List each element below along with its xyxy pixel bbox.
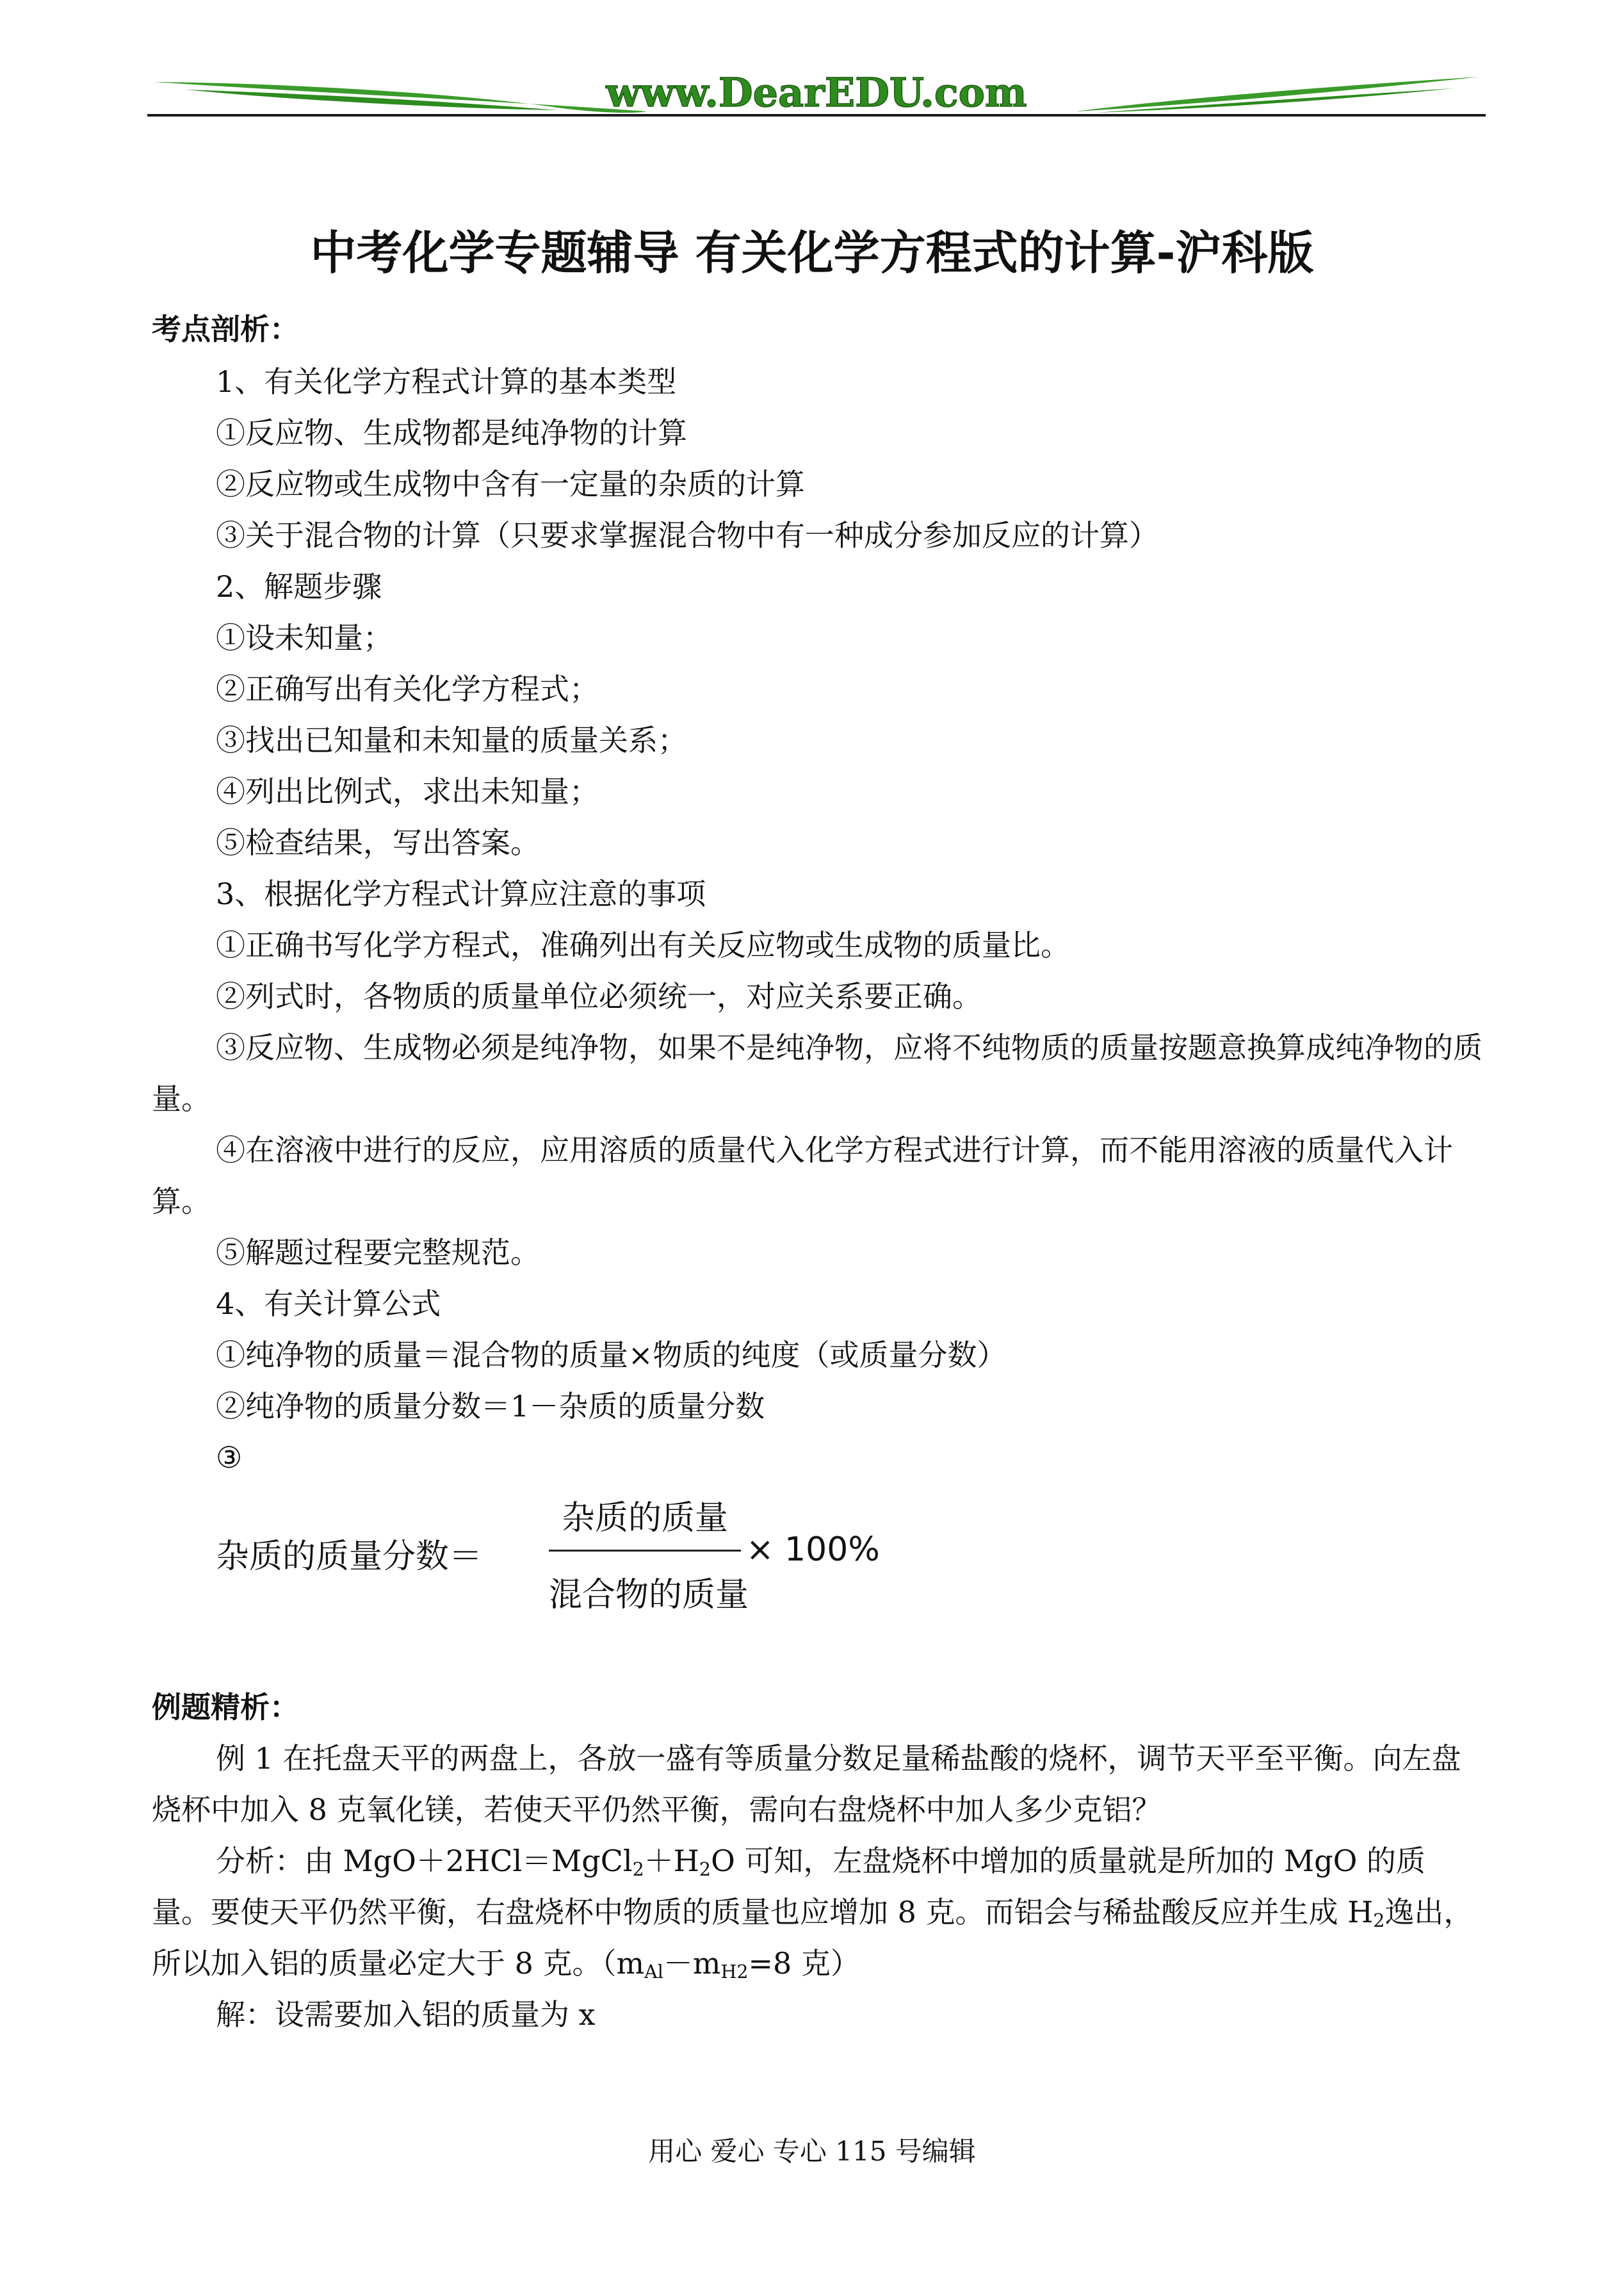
- formula-denominator: 混合物的质量: [549, 1576, 749, 1614]
- formula-numerator: 杂质的质量: [561, 1499, 728, 1537]
- subscript: 2: [699, 1859, 711, 1881]
- section-heading-analysis: 考点剖析：: [152, 312, 299, 346]
- text-line: ①纯净物的质量＝混合物的质量×物质的纯度（或质量分数）: [216, 1338, 1007, 1372]
- page-title: 中考化学专题辅导 有关化学方程式的计算-沪科版: [310, 226, 1314, 280]
- site-banner: [147, 64, 1486, 128]
- paragraph-note-4: ④在溶液中进行的反应，应用溶质的质量代入化学方程式进行计算，而不能用溶液的质量代入计算。: [152, 1133, 1453, 1219]
- example-1-solution: 解：设需要加入铝的质量为 x: [216, 1997, 596, 2032]
- subscript: 2: [632, 1859, 644, 1881]
- text-line: 3、根据化学方程式计算应注意的事项: [216, 877, 706, 911]
- analysis-text: 逸出，所以加入铝的质量必定大于 8 克。（m: [152, 1895, 1474, 1981]
- subscript: 2: [1373, 1910, 1385, 1932]
- text-line: ③关于混合物的计算（只要求掌握混合物中有一种成分参加反应的计算）: [216, 518, 1158, 553]
- page-footer: 用心 爱心 专心 115 号编辑: [648, 2136, 976, 2167]
- text-line: ⑤解题过程要完整规范。: [216, 1235, 540, 1270]
- text-line: ②正确写出有关化学方程式；: [216, 672, 599, 706]
- text-line: 2、解题步骤: [216, 569, 382, 604]
- example-1-text: 例 1 在托盘天平的两盘上，各放一盛有等质量分数足量稀盐酸的烧杯，调节天平至平衡。向左盘烧杯中加入 8 克氧化镁，若使天平仍然平衡，需向右盘烧杯中加人多少克铝？: [152, 1741, 1461, 1827]
- text-line: ①反应物、生成物都是纯净物的计算: [216, 416, 687, 450]
- text-line: ①设未知量；: [216, 620, 393, 655]
- impurity-fraction-formula: [216, 1486, 920, 1614]
- analysis-text: O 可知，左盘烧杯中增加的质量就是所加的 MgO 的质量。要使天平仍然平衡，右盘烧杯中物质的质量也应增加 8 克。而铝会与稀盐酸反应并生成 H: [152, 1844, 1425, 1929]
- section-heading-examples: 例题精析：: [152, 1690, 299, 1724]
- banner-swoosh-graphic: [147, 64, 1486, 128]
- analysis-text: ＋H: [644, 1844, 699, 1878]
- text-line: ③找出已知量和未知量的质量关系；: [216, 723, 687, 758]
- site-logo-text: www.DearEDU.com: [606, 69, 1027, 116]
- text-line: 1、有关化学方程式计算的基本类型: [216, 364, 677, 399]
- paragraph-note-3: ③反应物、生成物必须是纯净物，如果不是纯净物，应将不纯物质的质量按题意换算成纯净物的质量。: [152, 1030, 1482, 1116]
- formula-lhs: 杂质的质量分数＝: [216, 1537, 483, 1576]
- text-line: 4、有关计算公式: [216, 1286, 441, 1321]
- analysis-text: －m: [663, 1946, 721, 1981]
- text-line: ④列出比例式，求出未知量；: [216, 774, 599, 809]
- text-line: ②列式时，各物质的质量单位必须统一，对应关系要正确。: [216, 979, 982, 1014]
- subscript: Al: [644, 1961, 663, 1983]
- subscript: H2: [720, 1961, 749, 1983]
- example-1-analysis: [152, 1835, 1484, 1989]
- formula-multiplier: × 100%: [746, 1530, 880, 1569]
- text-line: ①正确书写化学方程式，准确列出有关反应物或生成物的质量比。: [216, 928, 1070, 962]
- analysis-text: =8 克）: [748, 1946, 860, 1981]
- text-line: ⑤检查结果，写出答案。: [216, 825, 540, 860]
- text-line: ②反应物或生成物中含有一定量的杂质的计算: [216, 467, 805, 501]
- text-line: ③: [216, 1440, 243, 1475]
- analysis-text: 分析：由 MgO＋2HCl＝MgCl: [216, 1844, 633, 1878]
- fraction-bar: [549, 1550, 741, 1552]
- text-line: ②纯净物的质量分数＝1－杂质的质量分数: [216, 1389, 765, 1423]
